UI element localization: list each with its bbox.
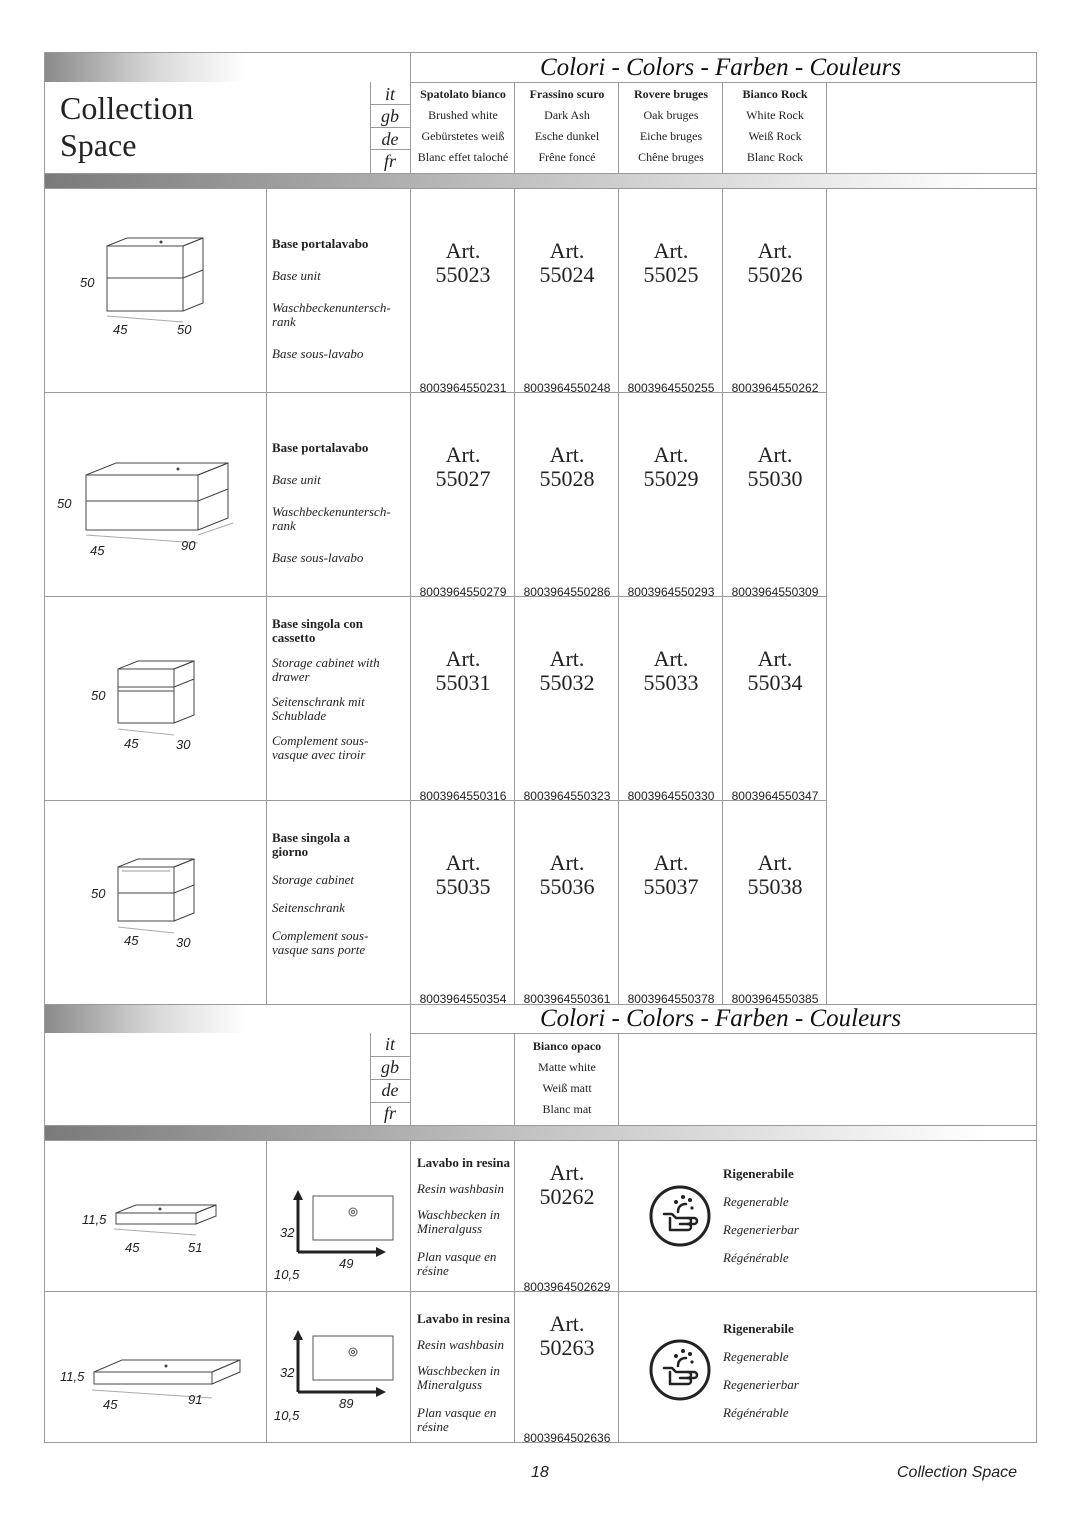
regenerable-icon: [648, 1338, 712, 1402]
table-rule: [44, 173, 1037, 174]
base-unit-wide-drawing: [78, 455, 248, 550]
desc-de: Waschbeckenuntersch-rank: [272, 504, 391, 533]
lang-gb: gb: [381, 106, 399, 126]
ean-code: 8003964550262: [731, 381, 819, 395]
color-column-matte-white: [515, 1036, 619, 1120]
table-rule: [514, 82, 515, 174]
header-gradient-bar: [45, 53, 410, 82]
color-column-1: [411, 84, 515, 168]
table-rule: [370, 149, 410, 150]
desc-it: Base portalavabo: [272, 440, 369, 455]
table-rule: [370, 127, 410, 128]
table-rule: [410, 1140, 411, 1442]
ean-code: 8003964550309: [731, 585, 819, 599]
lang-it: it: [384, 1034, 395, 1054]
desc-fr: Base sous-lavabo: [272, 346, 364, 361]
desc-gb: Base unit: [272, 268, 321, 283]
collection-title-line1: Collection: [60, 90, 194, 126]
ean-code: 8003964550323: [523, 789, 611, 803]
dim-height: 11,5: [60, 1369, 85, 1384]
color-name-fr: Blanc mat: [542, 1102, 592, 1116]
lang-fr: fr: [383, 151, 396, 171]
ean-code: 8003964550293: [627, 585, 715, 599]
regen-de: Regenerierbar: [723, 1222, 799, 1237]
dim-width: 91: [188, 1392, 203, 1407]
regenerable-text: [723, 1167, 843, 1265]
article-number: Art. 55029: [643, 442, 699, 491]
desc-gb: Storage cabinet with drawer: [272, 655, 380, 684]
dim-depth: 32: [280, 1365, 295, 1380]
desc-de: Waschbecken in Mineralguss: [417, 1363, 500, 1392]
desc-it: Lavabo in resina: [417, 1311, 510, 1326]
product-description: [272, 237, 408, 361]
color-name-de: Esche dunkel: [534, 129, 600, 143]
desc-fr: Base sous-lavabo: [272, 550, 364, 565]
article-number: Art. 55027: [435, 442, 491, 491]
table-rule: [410, 1033, 1037, 1034]
article-number: Art. 55033: [643, 646, 699, 695]
table-rule: [370, 104, 410, 105]
dim-height: 50: [91, 886, 106, 901]
lang-it: it: [384, 84, 395, 104]
desc-it: Base singola con cassetto: [272, 616, 364, 645]
table-rule: [722, 82, 723, 174]
color-name-it: Frassino scuro: [529, 87, 605, 101]
table-rule: [266, 188, 267, 1004]
dim-width: 90: [181, 538, 196, 553]
storage-cabinet-open-drawing: [110, 853, 210, 938]
table-border-top: [44, 52, 1037, 53]
color-column-4: [723, 84, 827, 168]
ean-code: 8003964550231: [419, 381, 507, 395]
color-name-gb: Brushed white: [428, 108, 498, 122]
ean-code: 8003964502636: [523, 1431, 611, 1445]
regen-de: Regenerierbar: [723, 1377, 799, 1392]
dim-depth: 45: [103, 1397, 118, 1412]
desc-it: Base singola a giorno: [272, 830, 351, 859]
table-rule: [514, 1033, 515, 1126]
dim-depth: 45: [124, 736, 139, 751]
section-band: [45, 1126, 1036, 1140]
color-name-de: Weiß Rock: [748, 129, 802, 143]
color-name-gb: Matte white: [538, 1060, 596, 1074]
dim-thickness: 10,5: [274, 1408, 300, 1423]
header-gradient-bar: [45, 1005, 410, 1033]
lang-gb: gb: [381, 1057, 399, 1077]
desc-fr: Complement sous-vasque avec tiroir: [272, 733, 369, 762]
table-rule: [410, 52, 411, 174]
table-border-left: [44, 52, 45, 1443]
desc-it: Lavabo in resina: [417, 1155, 510, 1170]
color-name-it: Rovere bruges: [633, 87, 709, 101]
ean-code: 8003964550354: [419, 992, 507, 1006]
dim-depth: 32: [280, 1225, 295, 1240]
table-rule: [618, 1033, 619, 1126]
desc-fr: Plan vasque en résine: [417, 1249, 497, 1278]
ean-code: 8003964550361: [523, 992, 611, 1006]
color-name-it: Spatolato bianco: [420, 87, 506, 101]
color-name-de: Gebürstetes weiß: [421, 129, 505, 143]
article-number: Art. 55034: [747, 646, 803, 695]
table-rule: [410, 1004, 411, 1126]
regenerable-text: [723, 1322, 843, 1420]
desc-fr: Complement sous-vasque sans porte: [272, 928, 369, 957]
ean-code: 8003964550385: [731, 992, 819, 1006]
ean-code: 8003964502629: [523, 1280, 611, 1294]
table-rule: [370, 1056, 410, 1057]
article-number: Art. 55037: [643, 850, 699, 899]
color-column-3: [619, 84, 723, 168]
base-unit-drawing: [95, 228, 225, 328]
collection-title-line2: Space: [60, 127, 137, 163]
article-number: Art. 55026: [747, 238, 803, 287]
regen-fr: Régénérable: [723, 1250, 789, 1265]
article-number: Art. 55028: [539, 442, 595, 491]
desc-gb: Resin washbasin: [417, 1181, 505, 1196]
table-rule: [826, 82, 827, 174]
collection-title: [60, 90, 193, 164]
color-name-de: Eiche bruges: [639, 129, 703, 143]
color-name-it: Bianco opaco: [532, 1039, 602, 1053]
dim-depth: 45: [124, 933, 139, 948]
article-number: Art. 55038: [747, 850, 803, 899]
dim-depth: 45: [90, 543, 105, 558]
ean-code: 8003964550347: [731, 789, 819, 803]
footer-title: Collection Space: [897, 1464, 1018, 1481]
color-name-gb: Dark Ash: [544, 108, 590, 122]
color-name-de: Weiß matt: [542, 1081, 592, 1095]
desc-de: Seitenschrank: [272, 900, 345, 915]
washbasin-iso-drawing: [110, 1195, 220, 1245]
ean-code: 8003964550378: [627, 992, 715, 1006]
colors-title: Colori - Colors - Farben - Couleurs: [540, 1005, 902, 1032]
ean-code: 8003964550330: [627, 789, 715, 803]
dim-width: 49: [339, 1256, 354, 1271]
desc-de: Waschbeckenuntersch-rank: [272, 300, 391, 329]
regen-it: Rigenerabile: [723, 1321, 794, 1336]
product-description: [417, 1156, 515, 1278]
table-rule: [44, 1140, 1037, 1141]
color-column-2: [515, 84, 619, 168]
article-number: Art. 55031: [435, 646, 491, 695]
color-name-gb: White Rock: [746, 108, 804, 122]
ean-code: 8003964550279: [419, 585, 507, 599]
table-rule: [370, 82, 371, 174]
article-number: Art. 50263: [539, 1311, 595, 1360]
desc-gb: Base unit: [272, 472, 321, 487]
product-description: [272, 831, 382, 957]
regen-fr: Régénérable: [723, 1405, 789, 1420]
lang-de: de: [381, 1080, 399, 1100]
dim-height: 11,5: [82, 1212, 107, 1227]
dim-width: 30: [176, 737, 191, 752]
dim-width: 30: [176, 935, 191, 950]
article-number: Art. 55036: [539, 850, 595, 899]
ean-code: 8003964550286: [523, 585, 611, 599]
dim-width: 51: [188, 1240, 203, 1255]
dim-height: 50: [80, 275, 95, 290]
article-number: Art. 55032: [539, 646, 595, 695]
dim-depth: 45: [113, 322, 128, 337]
regen-gb: Regenerable: [723, 1194, 789, 1209]
table-rule: [618, 82, 619, 174]
color-name-fr: Blanc effet taloché: [417, 150, 509, 164]
desc-gb: Storage cabinet: [272, 872, 354, 887]
section-band: [45, 174, 1036, 188]
page-number: 18: [531, 1464, 549, 1481]
dim-depth: 45: [125, 1240, 140, 1255]
dim-height: 50: [91, 688, 106, 703]
regen-gb: Regenerable: [723, 1349, 789, 1364]
color-name-fr: Blanc Rock: [746, 150, 804, 164]
table-rule: [44, 188, 1037, 189]
dim-width: 89: [339, 1396, 354, 1411]
table-rule: [370, 1102, 410, 1103]
regen-it: Rigenerabile: [723, 1166, 794, 1181]
desc-de: Waschbecken in Mineralguss: [417, 1207, 500, 1236]
table-rule: [410, 82, 1037, 83]
article-number: Art. 50262: [539, 1160, 595, 1209]
ean-code: 8003964550255: [627, 381, 715, 395]
lang-de: de: [381, 129, 399, 149]
article-number: Art. 55035: [435, 850, 491, 899]
dim-height: 50: [57, 496, 72, 511]
regenerable-icon: [648, 1184, 712, 1248]
table-rule: [266, 1140, 267, 1442]
storage-cabinet-drawer-drawing: [110, 655, 210, 740]
article-number: Art. 55025: [643, 238, 699, 287]
desc-fr: Plan vasque en résine: [417, 1405, 497, 1434]
desc-de: Seitenschrank mit Schublade: [272, 694, 365, 723]
lang-fr: fr: [383, 1103, 396, 1123]
color-name-fr: Frêne foncé: [538, 150, 596, 164]
dim-width: 50: [177, 322, 192, 337]
product-description: [272, 441, 408, 565]
article-number: Art. 55030: [747, 442, 803, 491]
product-description: [417, 1312, 515, 1434]
colors-title: Colori - Colors - Farben - Couleurs: [540, 54, 902, 81]
ean-code: 8003964550316: [419, 789, 507, 803]
article-number: Art. 55024: [539, 238, 595, 287]
article-number: Art. 55023: [435, 238, 491, 287]
desc-it: Base portalavabo: [272, 236, 369, 251]
table-border-right: [1036, 52, 1037, 1443]
desc-gb: Resin washbasin: [417, 1337, 505, 1352]
table-rule: [370, 1079, 410, 1080]
dim-thickness: 10,5: [274, 1267, 300, 1282]
table-rule: [44, 1125, 1037, 1126]
color-name-fr: Chêne bruges: [638, 150, 704, 164]
color-name-gb: Oak bruges: [643, 108, 699, 122]
color-name-it: Bianco Rock: [742, 87, 808, 101]
product-description: [272, 617, 392, 762]
ean-code: 8003964550248: [523, 381, 611, 395]
